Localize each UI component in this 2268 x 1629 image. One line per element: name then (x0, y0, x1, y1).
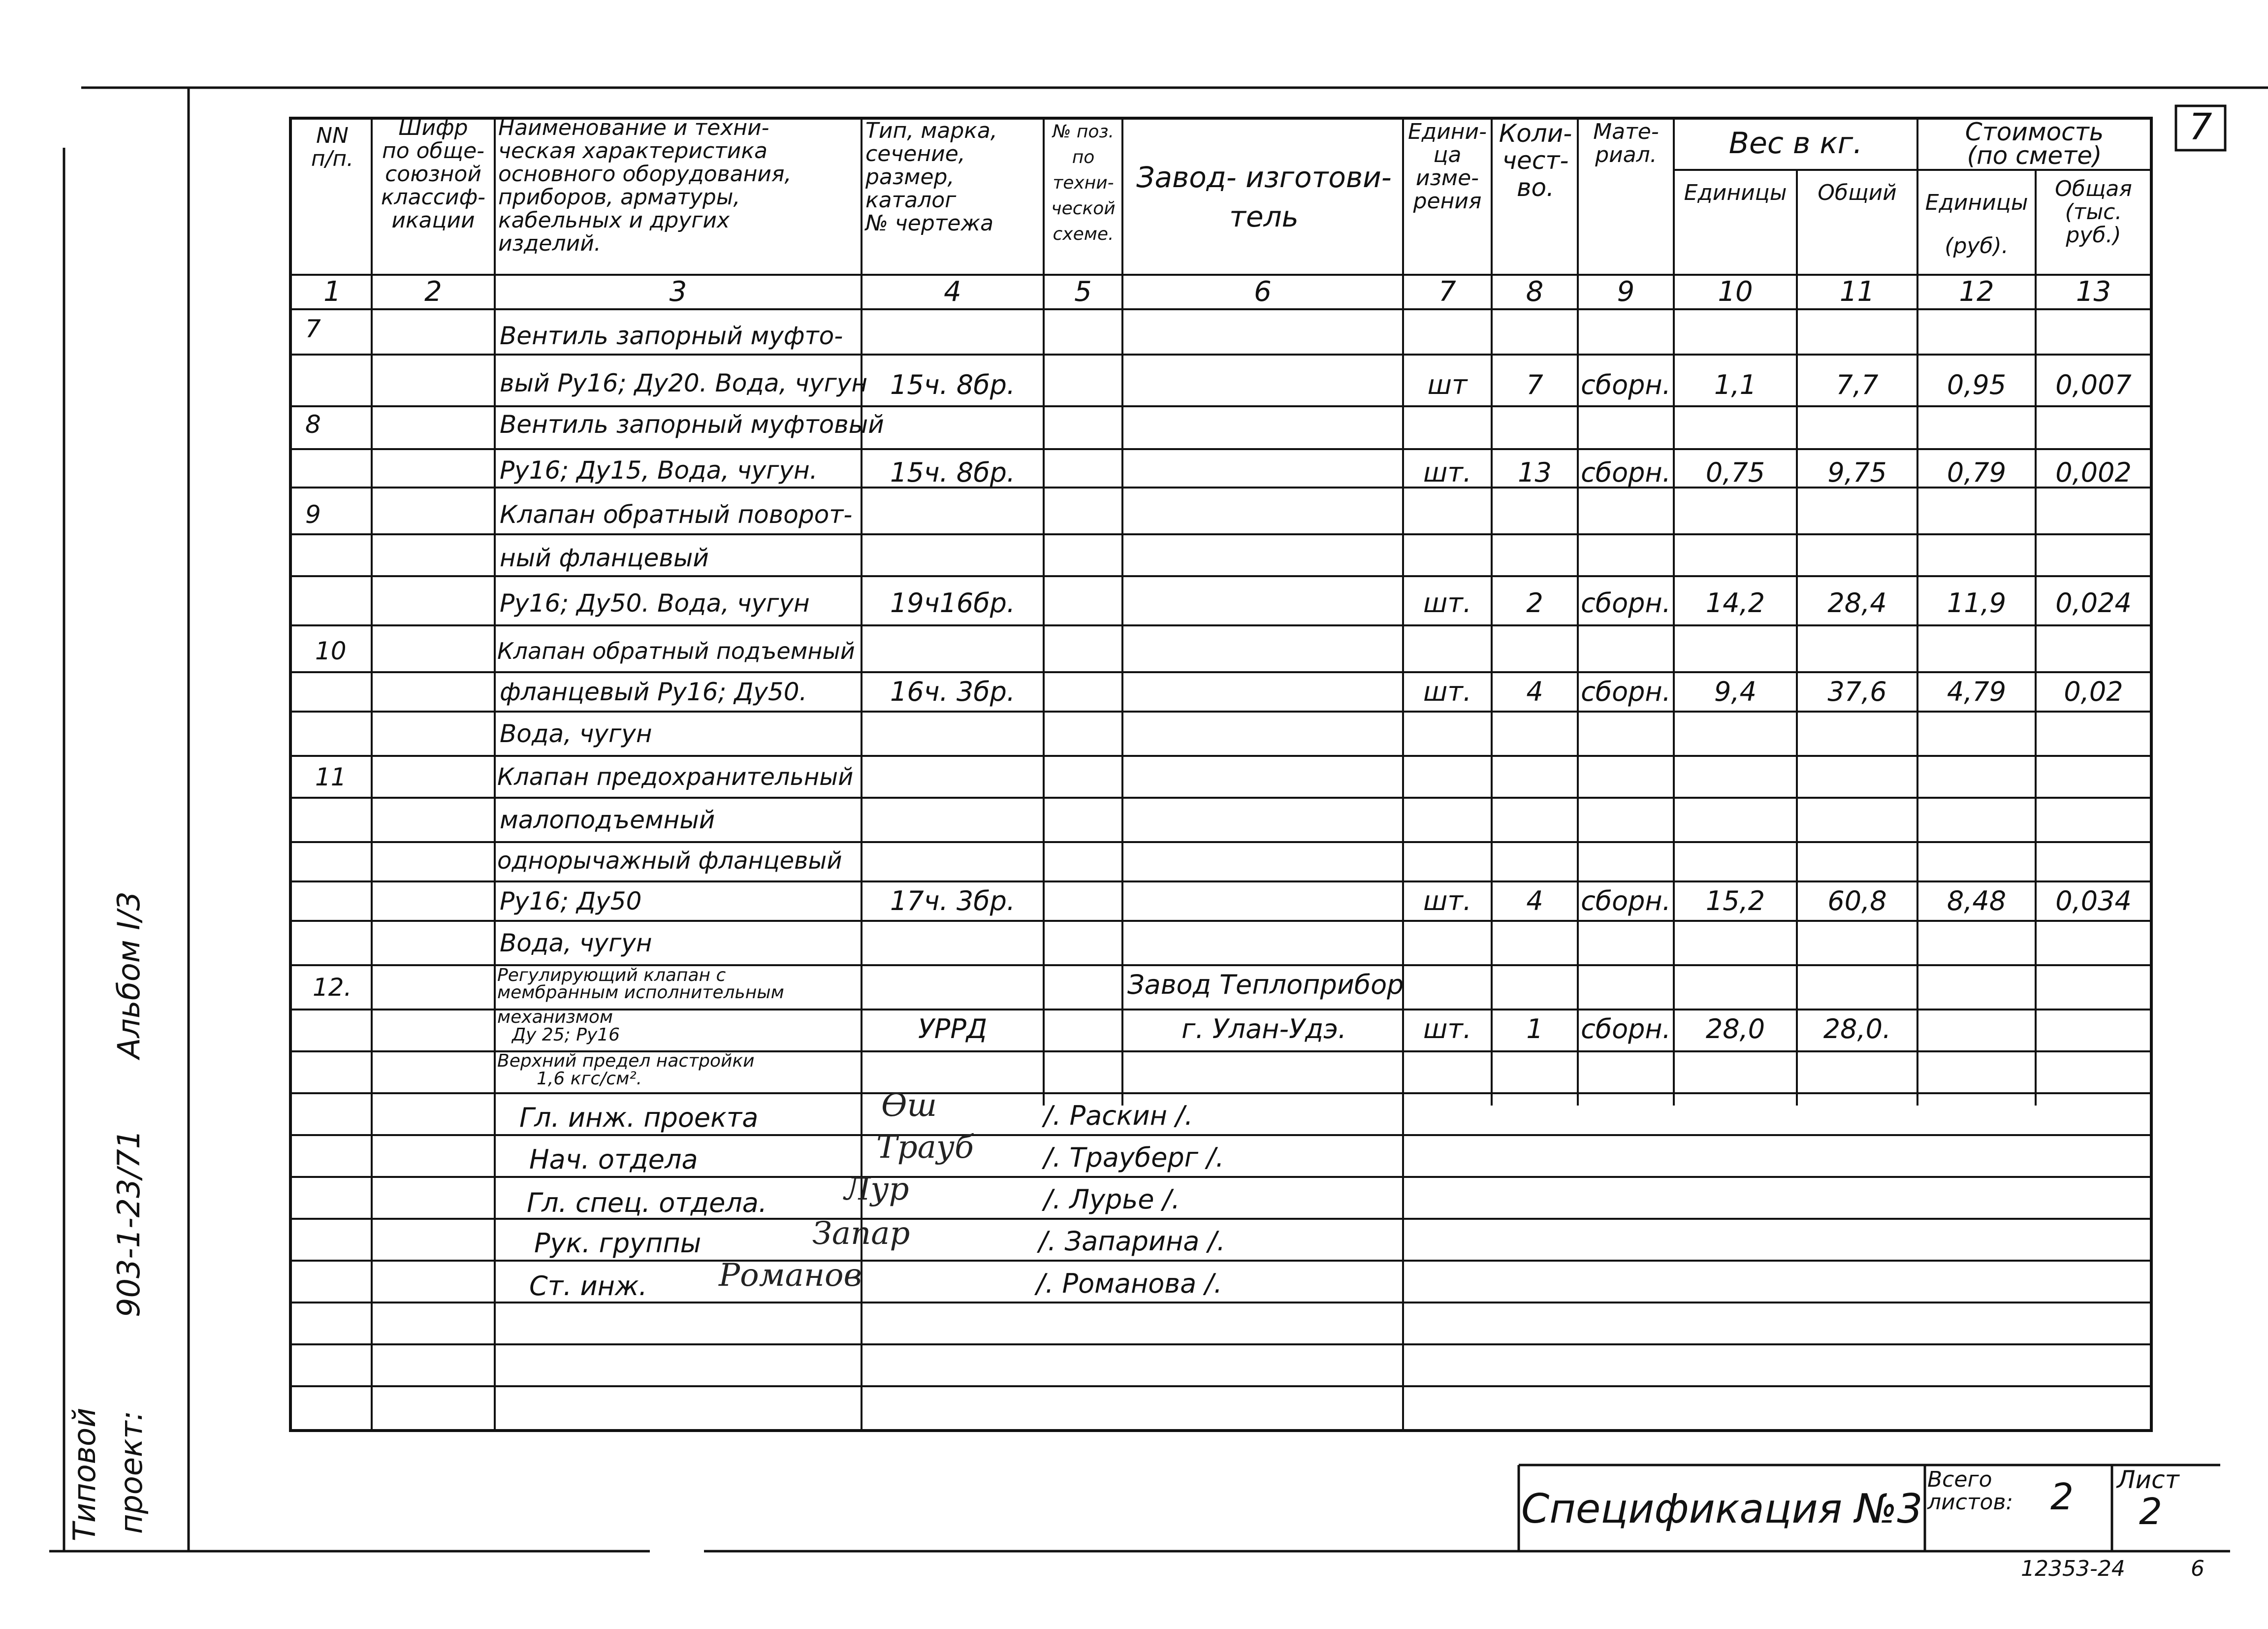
item-name-line: Ру16; Ду50 (500, 887, 642, 915)
item-unit: шт. (1423, 457, 1472, 488)
header-col-7: Едини- ца изме- рения (1407, 119, 1487, 214)
col-number-1: 1 (323, 276, 341, 308)
item-name-line: Ду 25; Ру16 (512, 1025, 620, 1045)
signatory-name: /. Романова /. (1036, 1268, 1222, 1299)
item-quantity: 7 (1526, 369, 1543, 400)
item-unit: шт. (1423, 587, 1472, 619)
item-weight-total: 28,4 (1827, 587, 1887, 619)
item-weight-total: 37,6 (1827, 676, 1887, 707)
col-number-8: 8 (1526, 276, 1544, 308)
item-number: 9 (305, 500, 321, 529)
col-number-2: 2 (424, 276, 442, 308)
header-col-8: Коли- чест- во. (1499, 119, 1572, 202)
col-number-3: 3 (669, 276, 687, 308)
item-cost-total: 0,007 (2055, 369, 2132, 400)
item-name-line: однорычажный фланцевый (497, 847, 842, 875)
header-weight-group: Вес в кг. (1728, 126, 1863, 161)
item-manufacturer-line: Завод Теплоприбор (1127, 969, 1404, 1000)
signatory-role: Гл. спец. отдела. (527, 1187, 767, 1218)
item-weight-unit: 0,75 (1705, 457, 1765, 488)
item-unit: шт. (1423, 1013, 1472, 1044)
header-col-10: Единицы (1684, 180, 1787, 205)
signatory-name: /. Трауберг /. (1044, 1142, 1224, 1173)
item-weight-unit: 15,2 (1705, 885, 1765, 916)
col-number-10: 10 (1718, 276, 1753, 308)
signatory-name: /. Запарина /. (1039, 1226, 1225, 1257)
item-material: сборн. (1581, 457, 1671, 488)
item-cost-unit: 8,48 (1947, 885, 2007, 916)
item-weight-unit: 9,4 (1714, 676, 1757, 707)
item-name-line: Клапан предохранительный (497, 763, 854, 791)
col-number-6: 6 (1254, 276, 1272, 308)
item-number: 8 (305, 410, 321, 439)
item-name-line: Вентиль запорный муфто- (500, 322, 843, 350)
item-quantity: 1 (1526, 1013, 1543, 1044)
item-name-line: вый Ру16; Ду20. Вода, чугун (500, 369, 868, 397)
item-type-mark: 15ч. 8бр. (890, 457, 1016, 488)
item-weight-unit: 14,2 (1705, 587, 1765, 619)
item-name-line: Клапан обратный подъемный (497, 638, 855, 664)
item-quantity: 13 (1518, 457, 1552, 488)
item-cost-total: 0,024 (2055, 587, 2132, 619)
signatory-name: /. Лурье /. (1044, 1184, 1180, 1215)
item-material: сборн. (1581, 369, 1671, 400)
col-number-11: 11 (1839, 276, 1875, 308)
item-unit: шт. (1423, 676, 1472, 707)
header-col-5: № поз. по техни- ческой схеме. (1051, 122, 1116, 244)
item-number: 12. (313, 973, 352, 1002)
item-manufacturer-line: г. Улан-Удэ. (1181, 1013, 1347, 1044)
signatory-role: Ст. инж. (529, 1271, 647, 1302)
sheets-total-value: 2 (2050, 1476, 2074, 1518)
col-number-13: 13 (2076, 276, 2111, 308)
item-name-line: малоподъемный (500, 806, 715, 834)
item-type-mark: 17ч. 3бр. (890, 885, 1016, 916)
side-album: Альбом I/3 (111, 891, 147, 1059)
item-number: 10 (315, 637, 347, 665)
item-cost-unit: 0,79 (1947, 457, 2007, 488)
signature-mark: Романов (719, 1257, 862, 1294)
item-name-line: Регулирующий клапан с (497, 965, 726, 985)
header-col-9: Мате- риал. (1593, 119, 1659, 167)
signatory-role: Гл. инж. проекта (519, 1102, 759, 1133)
archive-suffix: 6 (2191, 1556, 2204, 1581)
header-col-2: Шифр по обще- союзной классиф- икации (381, 115, 486, 233)
col-number-12: 12 (1959, 276, 1994, 308)
item-name-line: ный фланцевый (500, 544, 709, 572)
header-col-11: Общий (1818, 180, 1897, 205)
signature-mark: Ѳш (881, 1087, 937, 1124)
item-quantity: 4 (1526, 676, 1543, 707)
item-type-mark: 16ч. 3бр. (890, 676, 1016, 707)
item-weight-total: 7,7 (1836, 369, 1879, 400)
item-cost-total: 0,02 (2064, 676, 2123, 707)
side-project-code: 903-1-23/71 (111, 1129, 147, 1317)
item-weight-total: 28,0. (1823, 1013, 1891, 1044)
item-material: сборн. (1581, 885, 1671, 916)
item-quantity: 2 (1526, 587, 1543, 619)
item-number: 7 (305, 315, 321, 343)
item-name-line: Вентиль запорный муфтовый (500, 410, 884, 439)
item-weight-unit: 1,1 (1714, 369, 1757, 400)
item-type-mark: 19ч16бр. (890, 587, 1016, 619)
item-name-line: Клапан обратный поворот- (500, 500, 853, 529)
header-col-6: Завод- изготови- тель (1136, 161, 1392, 233)
sheet-value: 2 (2139, 1491, 2163, 1533)
item-name-line: 1,6 кгс/см². (537, 1069, 642, 1089)
header-col-1: NN п/п. (311, 123, 354, 171)
signature-mark: Лур (844, 1171, 909, 1207)
signatory-role: Нач. отдела (529, 1144, 698, 1175)
item-cost-total: 0,002 (2055, 457, 2132, 488)
item-material: сборн. (1581, 587, 1671, 619)
item-type-mark: 15ч. 8бр. (890, 369, 1016, 400)
item-cost-unit: 0,95 (1947, 369, 2007, 400)
signature-mark: Трауб (876, 1129, 974, 1166)
item-material: сборн. (1581, 1013, 1671, 1044)
archive-number: 12353-24 (2021, 1556, 2125, 1581)
sheet-label: Лист (2117, 1466, 2179, 1494)
item-weight-total: 9,75 (1827, 457, 1887, 488)
item-type-mark: УРРД (918, 1013, 988, 1044)
item-weight-total: 60,8 (1827, 885, 1887, 916)
signature-mark: Запар (812, 1215, 910, 1252)
item-name-line: Ру16; Ду15, Вода, чугун. (500, 456, 818, 485)
item-name-line: фланцевый Ру16; Ду50. (500, 678, 807, 706)
col-number-5: 5 (1074, 276, 1092, 308)
header-col-3: Наименование и техни- ческая характеристика основного оборудования, приборов, арматуры, кабельных и других изделий. (498, 115, 792, 256)
item-quantity: 4 (1526, 885, 1543, 916)
item-name-line: Ру16; Ду50. Вода, чугун (500, 589, 810, 618)
header-col-4: Тип, марка, сечение, размер, каталог № чертежа (865, 118, 997, 236)
header-col-12: Единицы (руб). (1925, 190, 2028, 259)
side-project-label: проект: (113, 1410, 149, 1534)
item-name-line: мембранным исполнительным (497, 982, 784, 1003)
item-unit: шт (1427, 369, 1468, 400)
item-name-line: Вода, чугун (500, 719, 652, 748)
signatory-name: /. Раскин /. (1044, 1100, 1193, 1131)
header-col-13: Общая (тыс. руб.) (2055, 176, 2132, 248)
item-name-line: Верхний предел настройки (497, 1051, 755, 1071)
item-name-line: Вода, чугун (500, 929, 652, 957)
item-name-line: механизмом (497, 1007, 613, 1027)
item-number: 11 (315, 763, 347, 791)
col-number-9: 9 (1617, 276, 1635, 308)
col-number-7: 7 (1438, 276, 1456, 308)
sheets-total-label: Всего листов: (1927, 1467, 2013, 1515)
item-weight-unit: 28,0 (1705, 1013, 1765, 1044)
item-cost-unit: 11,9 (1947, 587, 2007, 619)
item-cost-total: 0,034 (2055, 885, 2132, 916)
header-cost-group: Стоимость (по смете) (1965, 118, 2104, 170)
item-unit: шт. (1423, 885, 1472, 916)
signatory-role: Рук. группы (534, 1228, 702, 1259)
side-project-label: Типовой (66, 1407, 102, 1541)
corner-page-number: 7 (2189, 106, 2212, 148)
item-material: сборн. (1581, 676, 1671, 707)
item-cost-unit: 4,79 (1947, 676, 2007, 707)
col-number-4: 4 (944, 276, 961, 308)
spec-title: Спецификация №3 (1521, 1486, 1923, 1532)
